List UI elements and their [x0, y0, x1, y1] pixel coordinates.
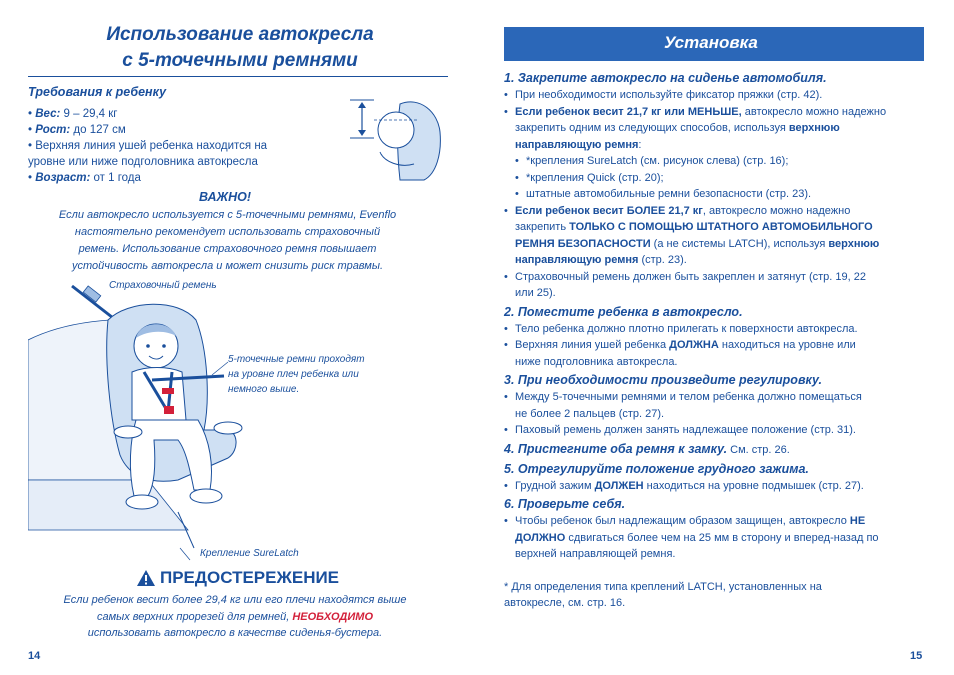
- warning-heading: ПРЕДОСТЕРЕЖЕНИЕ: [136, 568, 339, 588]
- step-1-bullet-2: • Если ребенок весит 21,7 кг или МЕНЬШЕ, автокресло можно надежно закрепить одним из следующих способов, используя верхнюю направляющую ремня:: [504, 104, 929, 154]
- step-3-title: 3. При необходимости произведите регулировку.: [504, 373, 822, 387]
- child-requirements-heading: Требования к ребенку: [28, 85, 167, 99]
- left-page-title: [30, 22, 450, 74]
- step-1-sub-2: • *крепления Quick (стр. 20);: [504, 170, 929, 187]
- page-number-right: 15: [910, 650, 923, 662]
- installation-steps: [504, 68, 929, 612]
- title-line-2: с 5-точечными ремнями: [122, 50, 358, 71]
- tether-strap-callout: Страховочный ремень: [109, 280, 217, 291]
- step-1-sub-1: • *крепления SureLatch (см. рисунок слева) (стр. 16);: [504, 153, 929, 170]
- req-height: • Рост: до 127 см: [28, 124, 126, 136]
- title-divider: [28, 76, 448, 77]
- important-notice: Если автокресло используется с 5-точечными ремнями, Evenflo настоятельно рекомендует использовать страховочный ремень. Использование страховочного ремня повышает устойчивость автокресла и может снизить риск травмы.: [58, 209, 397, 272]
- step-3-bullet-2: • Паховый ремень должен занять надлежащее положение (стр. 31).: [504, 422, 929, 439]
- step-5-bullet-1: • Грудной зажим ДОЛЖЕН находиться на уровне подмышек (стр. 27).: [504, 478, 929, 495]
- warning-text: Если ребенок весит более 29,4 кг или его плечи находятся выше самых верхних прорезей для ремней, НЕОБХОДИМО использовать автокресло в качестве сиденья-бустера.: [63, 594, 407, 639]
- req-weight: • Вес: 9 – 29,4 кг: [28, 108, 118, 120]
- step-1-title: 1. Закрепите автокресло на сиденье автомобиля.: [504, 71, 827, 85]
- page-number-left: 14: [28, 650, 41, 662]
- step-1-bullet-4: • Страховочный ремень должен быть закреплен и затянут (стр. 19, 22 или 25).: [504, 269, 929, 302]
- title-line-1: Использование автокресла: [106, 24, 374, 45]
- step-2-title: 2. Поместите ребенка в автокресло.: [504, 304, 743, 319]
- important-heading: ВАЖНО!: [198, 190, 252, 204]
- step-2-bullet-2: • Верхняя линия ушей ребенка ДОЛЖНА находиться на уровне или ниже подголовника автокресла.: [504, 337, 929, 370]
- warning-icon: [136, 569, 156, 587]
- step-4-title: 4. Пристегните оба ремня к замку. См. стр. 26.: [504, 441, 790, 456]
- step-6-bullet-1: • Чтобы ребенок был надлежащим образом защищен, автокресло НЕ ДОЛЖНО сдвигаться более чем на 25 мм в сторону и вперед-назад по верхней направляющей ремня.: [504, 513, 929, 563]
- harness-callout: 5-точечные ремни проходят на уровне плеч ребенка или немного выше.: [228, 354, 365, 395]
- req-age: • Возраст: от 1 года: [28, 172, 141, 184]
- step-5-title: 5. Отрегулируйте положение грудного зажима.: [504, 461, 809, 476]
- step-3-bullet-1: • Между 5-точечными ремнями и телом ребенка должно помещаться не более 2 пальцев (стр. 27).: [504, 389, 929, 422]
- step-1-bullet-3: • Если ребенок весит БОЛЕЕ 21,7 кг, автокресло можно надежно закрепить ТОЛЬКО С ПОМОЩЬЮ ШТАТНОГО АВТОМОБИЛЬНОГО РЕМНЯ БЕЗОПАСНОСТИ (а не системы LATCH), используя верхнюю направляющую ремня (стр. 23).: [504, 203, 929, 269]
- installation-header: [504, 27, 924, 61]
- step-6-title: 6. Проверьте себя.: [504, 497, 626, 511]
- latch-footnote: * Для определения типа креплений LATCH, установленных на автокресле, см. стр. 16.: [504, 580, 822, 609]
- step-1-bullet-1: • При необходимости используйте фиксатор пряжки (стр. 42).: [504, 87, 929, 104]
- installation-title: Установка: [664, 33, 758, 52]
- step-1-sub-3: • штатные автомобильные ремни безопасности (стр. 23).: [504, 186, 929, 203]
- req-shoulder: • Верхняя линия ушей ребенка находится на: [28, 140, 268, 152]
- surelatch-callout: Крепление SureLatch: [200, 548, 299, 559]
- car-seat-illustration: [28, 280, 258, 560]
- step-2-bullet-1: • Тело ребенка должно плотно прилегать к поверхности автокресла.: [504, 321, 929, 338]
- headrest-illustration: [340, 92, 448, 182]
- req-shoulder-cont: уровне или ниже подголовника автокресла: [28, 156, 258, 168]
- must-emphasis: НЕОБХОДИМО: [292, 610, 374, 623]
